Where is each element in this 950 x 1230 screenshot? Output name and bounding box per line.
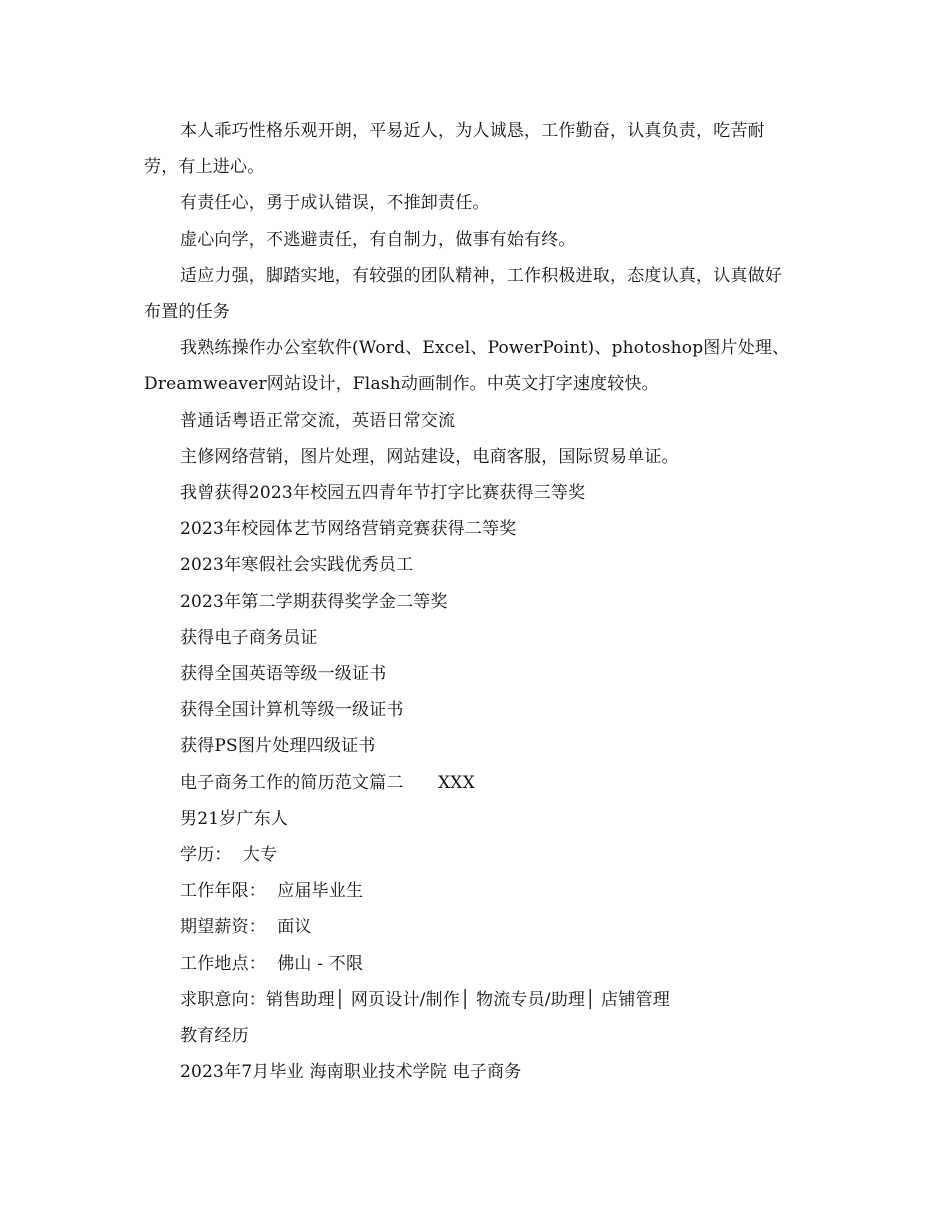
paragraph-cert-ps: 获得PS图片处理四级证书 — [180, 736, 376, 757]
paragraph-award-typing: 我曾获得2023年校园五四青年节打字比赛获得三等奖 — [180, 483, 586, 504]
paragraph-languages: 普通话粤语正常交流，英语日常交流 — [180, 410, 456, 431]
paragraph-education-detail: 2023年7月毕业 海南职业技术学院 电子商务 — [180, 1062, 522, 1083]
paragraph-adaptability: 适应力强，脚踏实地，有较强的团队精神，工作积极进取，态度认真，认真做好布置的任务 — [144, 265, 782, 323]
paragraph-salary: 期望薪资： 面议 — [180, 917, 312, 938]
document-body — [144, 113, 796, 1090]
paragraph-work-years: 工作年限： 应届毕业生 — [180, 881, 364, 902]
paragraph-responsibility: 有责任心，勇于成认错误，不推卸责任。 — [180, 193, 490, 214]
paragraph-cert-ecommerce: 获得电子商务员证 — [180, 627, 318, 648]
paragraph-award-practice: 2023年寒假社会实践优秀员工 — [180, 555, 414, 576]
paragraph-location: 工作地点： 佛山 - 不限 — [180, 953, 364, 974]
paragraph-section-title: 电子商务工作的简历范文篇二 XXX — [180, 772, 475, 793]
paragraph-education-level: 学历： 大专 — [180, 845, 278, 866]
paragraph-cert-english: 获得全国英语等级一级证书 — [180, 664, 387, 685]
paragraph-personality: 本人乖巧性格乐观开朗，平易近人，为人诚恳，工作勤奋，认真负责，吃苦耐劳，有上进心。 — [144, 121, 765, 178]
paragraph-basic-info: 男21岁广东人 — [180, 808, 289, 829]
paragraph-award-marketing: 2023年校园体艺节网络营销竞赛获得二等奖 — [180, 519, 517, 540]
paragraph-software-skills: 我熟练操作办公室软件(Word、Excel、PowerPoint)、photoshop图片处理、Dreamweaver网站设计，Flash动画制作。中英文打字速度较快。 — [144, 338, 790, 395]
paragraph-learning: 虚心向学，不逃避责任，有自制力，做事有始有终。 — [180, 229, 576, 250]
paragraph-job-intent: 求职意向：销售助理│ 网页设计/制作│ 物流专员/助理│ 店铺管理 — [180, 989, 670, 1010]
paragraph-education-heading: 教育经历 — [180, 1026, 249, 1047]
paragraph-cert-computer: 获得全国计算机等级一级证书 — [180, 700, 404, 721]
paragraph-major: 主修网络营销，图片处理，网站建设，电商客服，国际贸易单证。 — [180, 446, 679, 467]
paragraph-award-scholarship: 2023年第二学期获得奖学金二等奖 — [180, 591, 448, 612]
